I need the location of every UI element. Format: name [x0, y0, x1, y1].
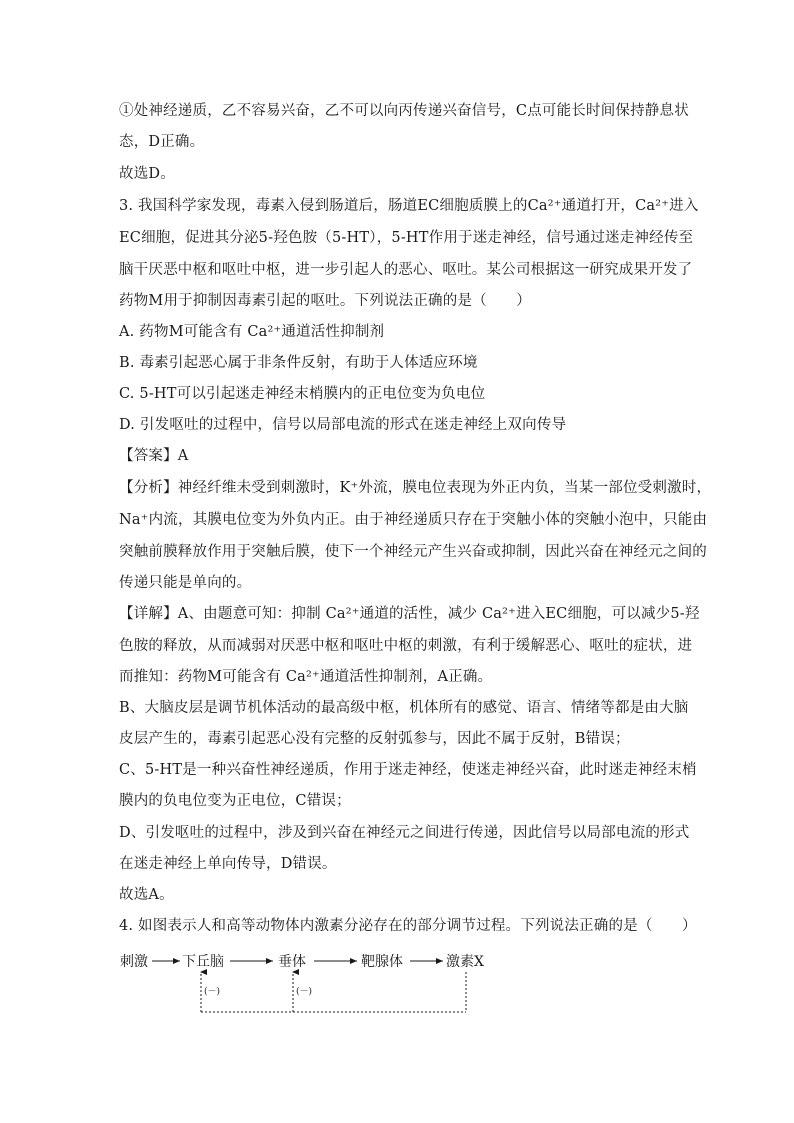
- text-line: ①处神经递质，乙不容易兴奋，乙不可以向丙传递兴奋信号，C点可能长时间保持静息状: [119, 103, 689, 119]
- text-line: 传递只能是单向的。: [119, 575, 252, 591]
- text-line: B、大脑皮层是调节机体活动的最高级中枢，机体所有的感觉、语言、情绪等都是由大脑: [119, 700, 689, 716]
- text-line: 在迷走神经上单向传导，D错误。: [119, 856, 337, 872]
- feedback-label-2: (－): [296, 987, 313, 997]
- option-a: A. 药物M可能含有 Ca²⁺通道活性抑制剂: [119, 324, 385, 340]
- text-line: Na⁺内流，其膜电位变为外负内正。由于神经递质只存在于突触小体的突触小泡中，只能由: [119, 512, 708, 528]
- detail-line: 【详解】A、由题意可知：抑制 Ca²⁺通道的活性，减少 Ca²⁺进入EC细胞，可以减少5-羟: [119, 606, 700, 622]
- analysis-line: 【分析】神经纤维未受到刺激时，K⁺外流，膜电位表现为外正内负，当某一部位受刺激时，: [119, 480, 712, 496]
- option-c: C. 5-HT可以引起迷走神经末梢膜内的正电位变为负电位: [119, 386, 486, 402]
- stimulus-label: 刺激: [120, 954, 148, 970]
- hypothalamus-label: 下丘脑: [182, 954, 224, 970]
- text-line: D、引发呕吐的过程中，涉及到兴奋在神经元之间进行传递，因此信号以局部电流的形式: [119, 825, 690, 841]
- text-line: 而推知：药物M可能含有 Ca²⁺通道活性抑制剂，A正确。: [119, 669, 493, 685]
- text-line: C、5-HT是一种兴奋性神经递质，作用于迷走神经，使迷走神经兴奋，此时迷走神经末梢: [119, 762, 697, 778]
- text-line: 皮层产生的，毒素引起恶心没有完整的反射弧参与，因此不属于反射，B错误；: [119, 731, 630, 747]
- option-d: D. 引发呕吐的过程中，信号以局部电流的形式在迷走神经上双向传导: [119, 417, 567, 433]
- text-line: 脑干厌恶中枢和呕吐中枢，进一步引起人的恶心、呕吐。某公司根据这一研究成果开发了: [119, 262, 693, 278]
- text-line: 色胺的释放，从而减弱对厌恶中枢和呕吐中枢的刺激，有利于缓解恶心、呕吐的症状，进: [119, 638, 693, 654]
- hormone-regulation-diagram: [120, 948, 500, 1018]
- text-line: 故选D。: [119, 166, 175, 182]
- target-gland-label: 靶腺体: [361, 954, 403, 970]
- text-line: 故选A。: [119, 887, 174, 903]
- text-line: EC细胞，促进其分泌5-羟色胺（5-HT），5-HT作用于迷走神经，信号通过迷走神经传至: [119, 230, 694, 246]
- text-line: 突触前膜释放作用于突触后膜，使下一个神经元产生兴奋或抑制，因此兴奋在神经元之间的: [119, 544, 707, 560]
- text-line: 膜内的负电位变为正电位，C错误；: [119, 793, 351, 809]
- answer-line: 【答案】A: [119, 448, 189, 464]
- feedback-label-1: (－): [204, 987, 221, 997]
- pituitary-label: 垂体: [278, 954, 306, 970]
- text-line: 态，D正确。: [119, 134, 205, 150]
- hormone-x-label: 激素X: [446, 954, 484, 970]
- option-b: B. 毒素引起恶心属于非条件反射，有助于人体适应环境: [119, 355, 478, 371]
- question-4-stem: 4. 如图表示人和高等动物体内激素分泌存在的部分调节过程。下列说法正确的是（ ）: [119, 918, 697, 934]
- question-3-stem: 3. 我国科学家发现，毒素入侵到肠道后，肠道EC细胞质膜上的Ca²⁺通道打开，Ca²⁺进入: [119, 198, 699, 214]
- text-line: 药物M用于抑制因毒素引起的呕吐。下列说法正确的是（ ）: [119, 293, 531, 309]
